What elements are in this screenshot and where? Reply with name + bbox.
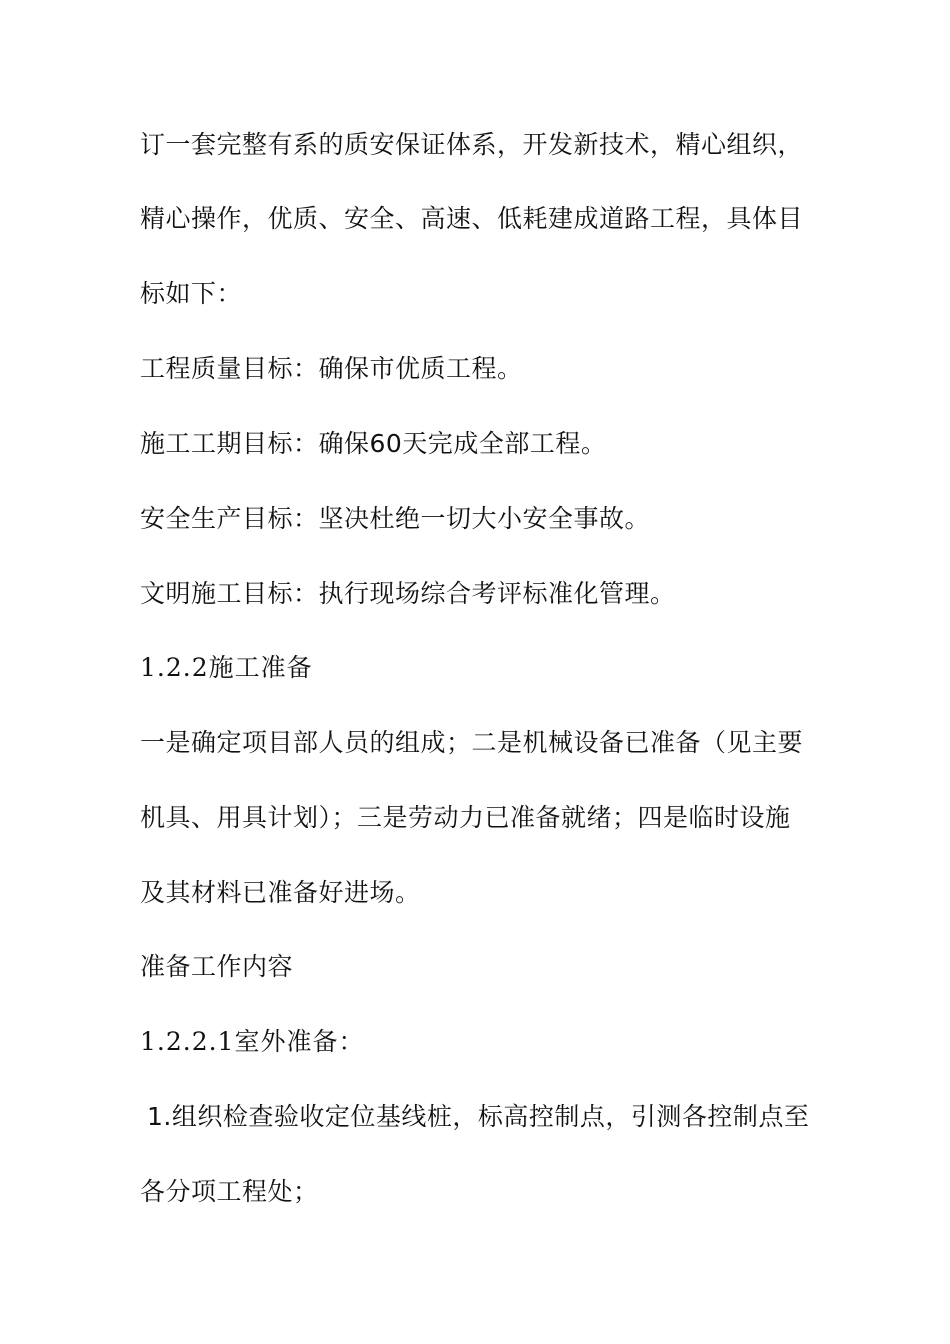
quality-goal-line: 工程质量目标：确保市优质工程。 bbox=[140, 354, 523, 383]
preparation-line-2: 机具、用具计划）；三是劳动力已准备就绪；四是临时设施 bbox=[140, 803, 791, 832]
section-heading-1-2-2-1: 1.2.2.1室外准备： bbox=[140, 1027, 365, 1056]
paragraph-line-2: 精心操作，优质、安全、高速、低耗建成道路工程，具体目 bbox=[140, 204, 804, 233]
schedule-goal-line: 施工工期目标：确保60天完成全部工程。 bbox=[140, 429, 607, 458]
civilized-goal-line: 文明施工目标：执行现场综合考评标准化管理。 bbox=[140, 579, 676, 608]
paragraph-line-1: 订一套完整有系的质安保证体系，开发新技术，精心组织， bbox=[140, 130, 804, 159]
subheading-prep-content: 准备工作内容 bbox=[140, 952, 294, 981]
list-item-1-line-1: 1.组织检查验收定位基线桩，标高控制点，引测各控制点至 bbox=[147, 1102, 810, 1131]
safety-goal-line: 安全生产目标：坚决杜绝一切大小安全事故。 bbox=[140, 504, 651, 533]
paragraph-line-3: 标如下： bbox=[140, 279, 243, 308]
preparation-line-3: 及其材料已准备好进场。 bbox=[140, 878, 421, 907]
preparation-line-1: 一是确定项目部人员的组成；二是机械设备已准备（见主要 bbox=[140, 728, 804, 757]
list-item-1-line-2: 各分项工程处； bbox=[140, 1177, 319, 1206]
section-heading-1-2-2: 1.2.2施工准备 bbox=[140, 653, 313, 682]
